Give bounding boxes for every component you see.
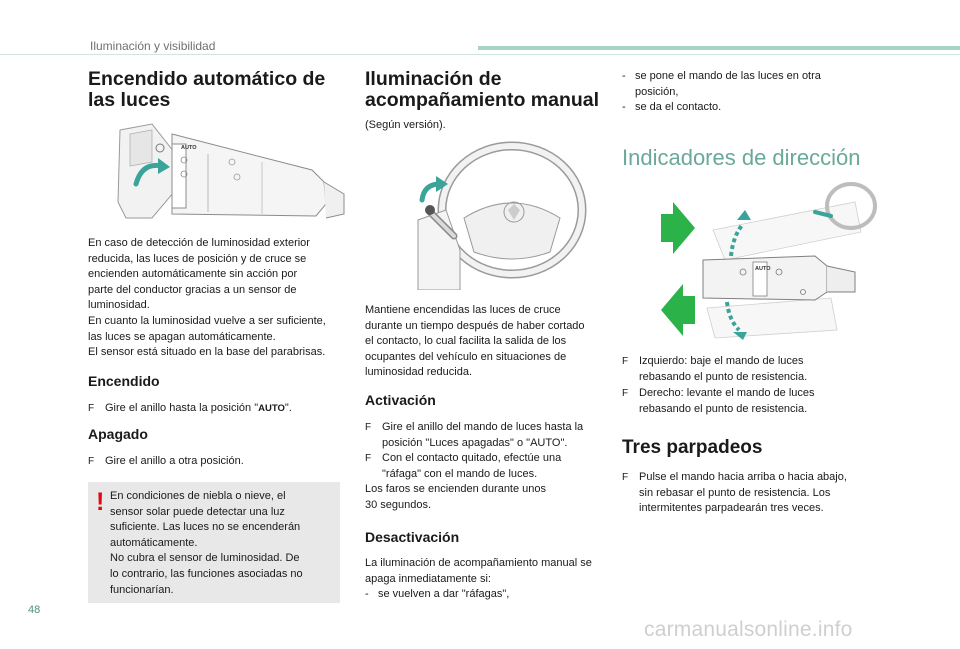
warning-box — [88, 482, 340, 603]
indicadores-title: Indicadores de dirección — [622, 145, 861, 170]
header-divider — [0, 54, 960, 55]
bullet-mark: F — [365, 422, 372, 433]
desactivacion-condition-3: - se da el contacto. — [622, 100, 892, 116]
dash-mark: - — [365, 588, 369, 600]
version-note: (Según versión). — [365, 119, 446, 131]
desactivacion-text: La iluminación de acompañamiento manual se apaga inmediatamente si: — [365, 557, 592, 585]
bullet-mark: F — [622, 356, 629, 367]
warning-icon: ! — [96, 488, 105, 516]
apagado-heading: Apagado — [88, 426, 148, 442]
header-accent-bar — [478, 46, 960, 50]
auto-label-2: AUTO — [755, 266, 771, 272]
auto-light-stalk-illustration — [112, 122, 348, 224]
bullet-mark: F — [88, 456, 95, 467]
desactivacion-condition-1: - se vuelven a dar "ráfagas", — [365, 587, 625, 603]
bullet-mark: F — [622, 388, 629, 399]
turn-signal-illustration — [655, 180, 885, 340]
tres-parpadeos-step: F Pulse el mando hacia arriba o hacia abajo, sin rebasar el punto de resistencia. Los intermitentes parpadearán tres veces. — [622, 471, 847, 515]
dash-mark: - — [622, 70, 626, 82]
auto-lights-description: En caso de detección de luminosidad exterior reducida, las luces de posición y de cruce se encienden automáticamente sin acción por parte del conductor gracias a un sensor de luminosidad. En cuanto la luminosidad vuelve a ser suficiente, las luces se apagan automáticamente. El sensor está situado en la base del parabrisas. — [88, 237, 326, 359]
bullet-mark: F — [88, 403, 95, 414]
activacion-step-2: F Con el contacto quitado, efectúe una "ráfaga" con el mando de luces. — [365, 452, 562, 480]
activacion-step-1: F Gire el anillo del mando de luces hasta la posición "Luces apagadas" o "AUTO". — [365, 421, 584, 449]
watermark: carmanualsonline.info — [644, 618, 853, 641]
page-number: 48 — [28, 604, 41, 616]
apagado-step: F Gire el anillo a otra posición. — [88, 454, 348, 470]
indicador-derecho: F Derecho: levante el mando de luces rebasando el punto de resistencia. — [622, 387, 815, 415]
warning-text: En condiciones de niebla o nieve, el sensor solar puede detectar una luz suficiente. Las luces no se encenderán automáticamente. No cubra el sensor de luminosidad. De lo contrario, las funciones asociadas no funcionarían. — [110, 490, 303, 596]
activacion-result: Los faros se encienden durante unos 30 segundos. — [365, 483, 547, 511]
activacion-heading: Activación — [365, 392, 436, 408]
bullet-mark: F — [365, 453, 372, 464]
desactivacion-heading: Desactivación — [365, 529, 460, 545]
follow-me-description: Mantiene encendidas las luces de cruce durante un tiempo después de haber cortado el contacto, lo cual facilita la salida de los ocupantes del vehículo en situaciones de luminosidad reducida. — [365, 304, 585, 379]
section-header: Iluminación y visibilidad — [90, 39, 216, 53]
steering-wheel-illustration — [400, 140, 600, 290]
desactivacion-condition-2: - se pone el mando de las luces en otra posición, — [622, 70, 821, 98]
encendido-heading: Encendido — [88, 373, 160, 389]
encendido-step: F Gire el anillo hasta la posición "AUTO". — [88, 401, 348, 417]
follow-me-home-title: Iluminación de acompañamiento manual — [365, 68, 600, 111]
indicador-izquierdo: F Izquierdo: baje el mando de luces rebasando el punto de resistencia. — [622, 355, 808, 383]
auto-label: AUTO — [181, 145, 197, 151]
auto-lights-title: Encendido automático de las luces — [88, 68, 326, 111]
dash-mark: - — [622, 101, 626, 113]
bullet-mark: F — [622, 472, 629, 483]
tres-parpadeos-title: Tres parpadeos — [622, 437, 763, 458]
